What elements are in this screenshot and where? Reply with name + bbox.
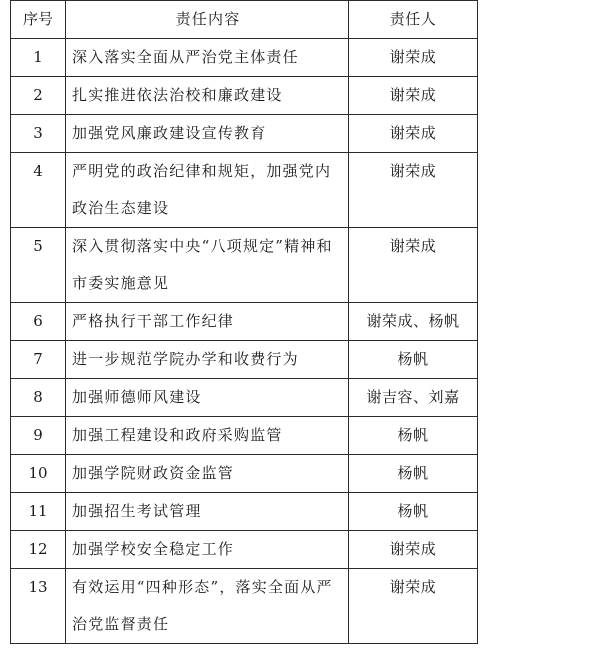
row-content: 严明党的政治纪律和规矩，加强党内政治生态建设 (66, 153, 349, 228)
row-person: 谢荣成 (349, 531, 478, 569)
header-content: 责任内容 (66, 1, 349, 39)
row-person: 谢荣成、杨帆 (349, 303, 478, 341)
row-number: 9 (11, 417, 66, 455)
table-row (11, 417, 478, 455)
row-person: 谢荣成 (349, 228, 478, 303)
row-content: 深入贯彻落实中央“八项规定”精神和市委实施意见 (66, 228, 349, 303)
row-content: 进一步规范学院办学和收费行为 (66, 341, 349, 379)
row-person: 谢荣成 (349, 569, 478, 644)
row-person: 谢荣成 (349, 115, 478, 153)
responsibility-table (10, 0, 478, 644)
row-content: 扎实推进依法治校和廉政建设 (66, 77, 349, 115)
header-number: 序号 (11, 1, 66, 39)
row-number: 3 (11, 115, 66, 153)
row-person: 杨帆 (349, 417, 478, 455)
table-row (11, 153, 478, 228)
row-person: 杨帆 (349, 341, 478, 379)
row-person: 谢荣成 (349, 39, 478, 77)
row-number: 2 (11, 77, 66, 115)
table-row (11, 569, 478, 644)
row-content: 加强党风廉政建设宣传教育 (66, 115, 349, 153)
table-row (11, 39, 478, 77)
row-number: 6 (11, 303, 66, 341)
row-person: 谢荣成 (349, 153, 478, 228)
row-content: 加强招生考试管理 (66, 493, 349, 531)
row-number: 10 (11, 455, 66, 493)
row-person: 谢吉容、刘嘉 (349, 379, 478, 417)
row-number: 5 (11, 228, 66, 303)
row-content: 加强师德师风建设 (66, 379, 349, 417)
row-person: 杨帆 (349, 493, 478, 531)
table-row (11, 493, 478, 531)
row-number: 13 (11, 569, 66, 644)
table-row (11, 303, 478, 341)
row-content: 加强工程建设和政府采购监管 (66, 417, 349, 455)
row-number: 1 (11, 39, 66, 77)
row-number: 11 (11, 493, 66, 531)
table-row (11, 379, 478, 417)
row-number: 8 (11, 379, 66, 417)
table-row (11, 455, 478, 493)
row-person: 杨帆 (349, 455, 478, 493)
table-row (11, 228, 478, 303)
table-row (11, 77, 478, 115)
table-row (11, 531, 478, 569)
row-content: 有效运用“四种形态”，落实全面从严治党监督责任 (66, 569, 349, 644)
row-person: 谢荣成 (349, 77, 478, 115)
row-number: 4 (11, 153, 66, 228)
header-row (11, 1, 478, 39)
table-row (11, 115, 478, 153)
header-person: 责任人 (349, 1, 478, 39)
row-content: 深入落实全面从严治党主体责任 (66, 39, 349, 77)
row-content: 加强学院财政资金监管 (66, 455, 349, 493)
row-content: 严格执行干部工作纪律 (66, 303, 349, 341)
row-number: 12 (11, 531, 66, 569)
table-row (11, 341, 478, 379)
row-number: 7 (11, 341, 66, 379)
row-content: 加强学校安全稳定工作 (66, 531, 349, 569)
